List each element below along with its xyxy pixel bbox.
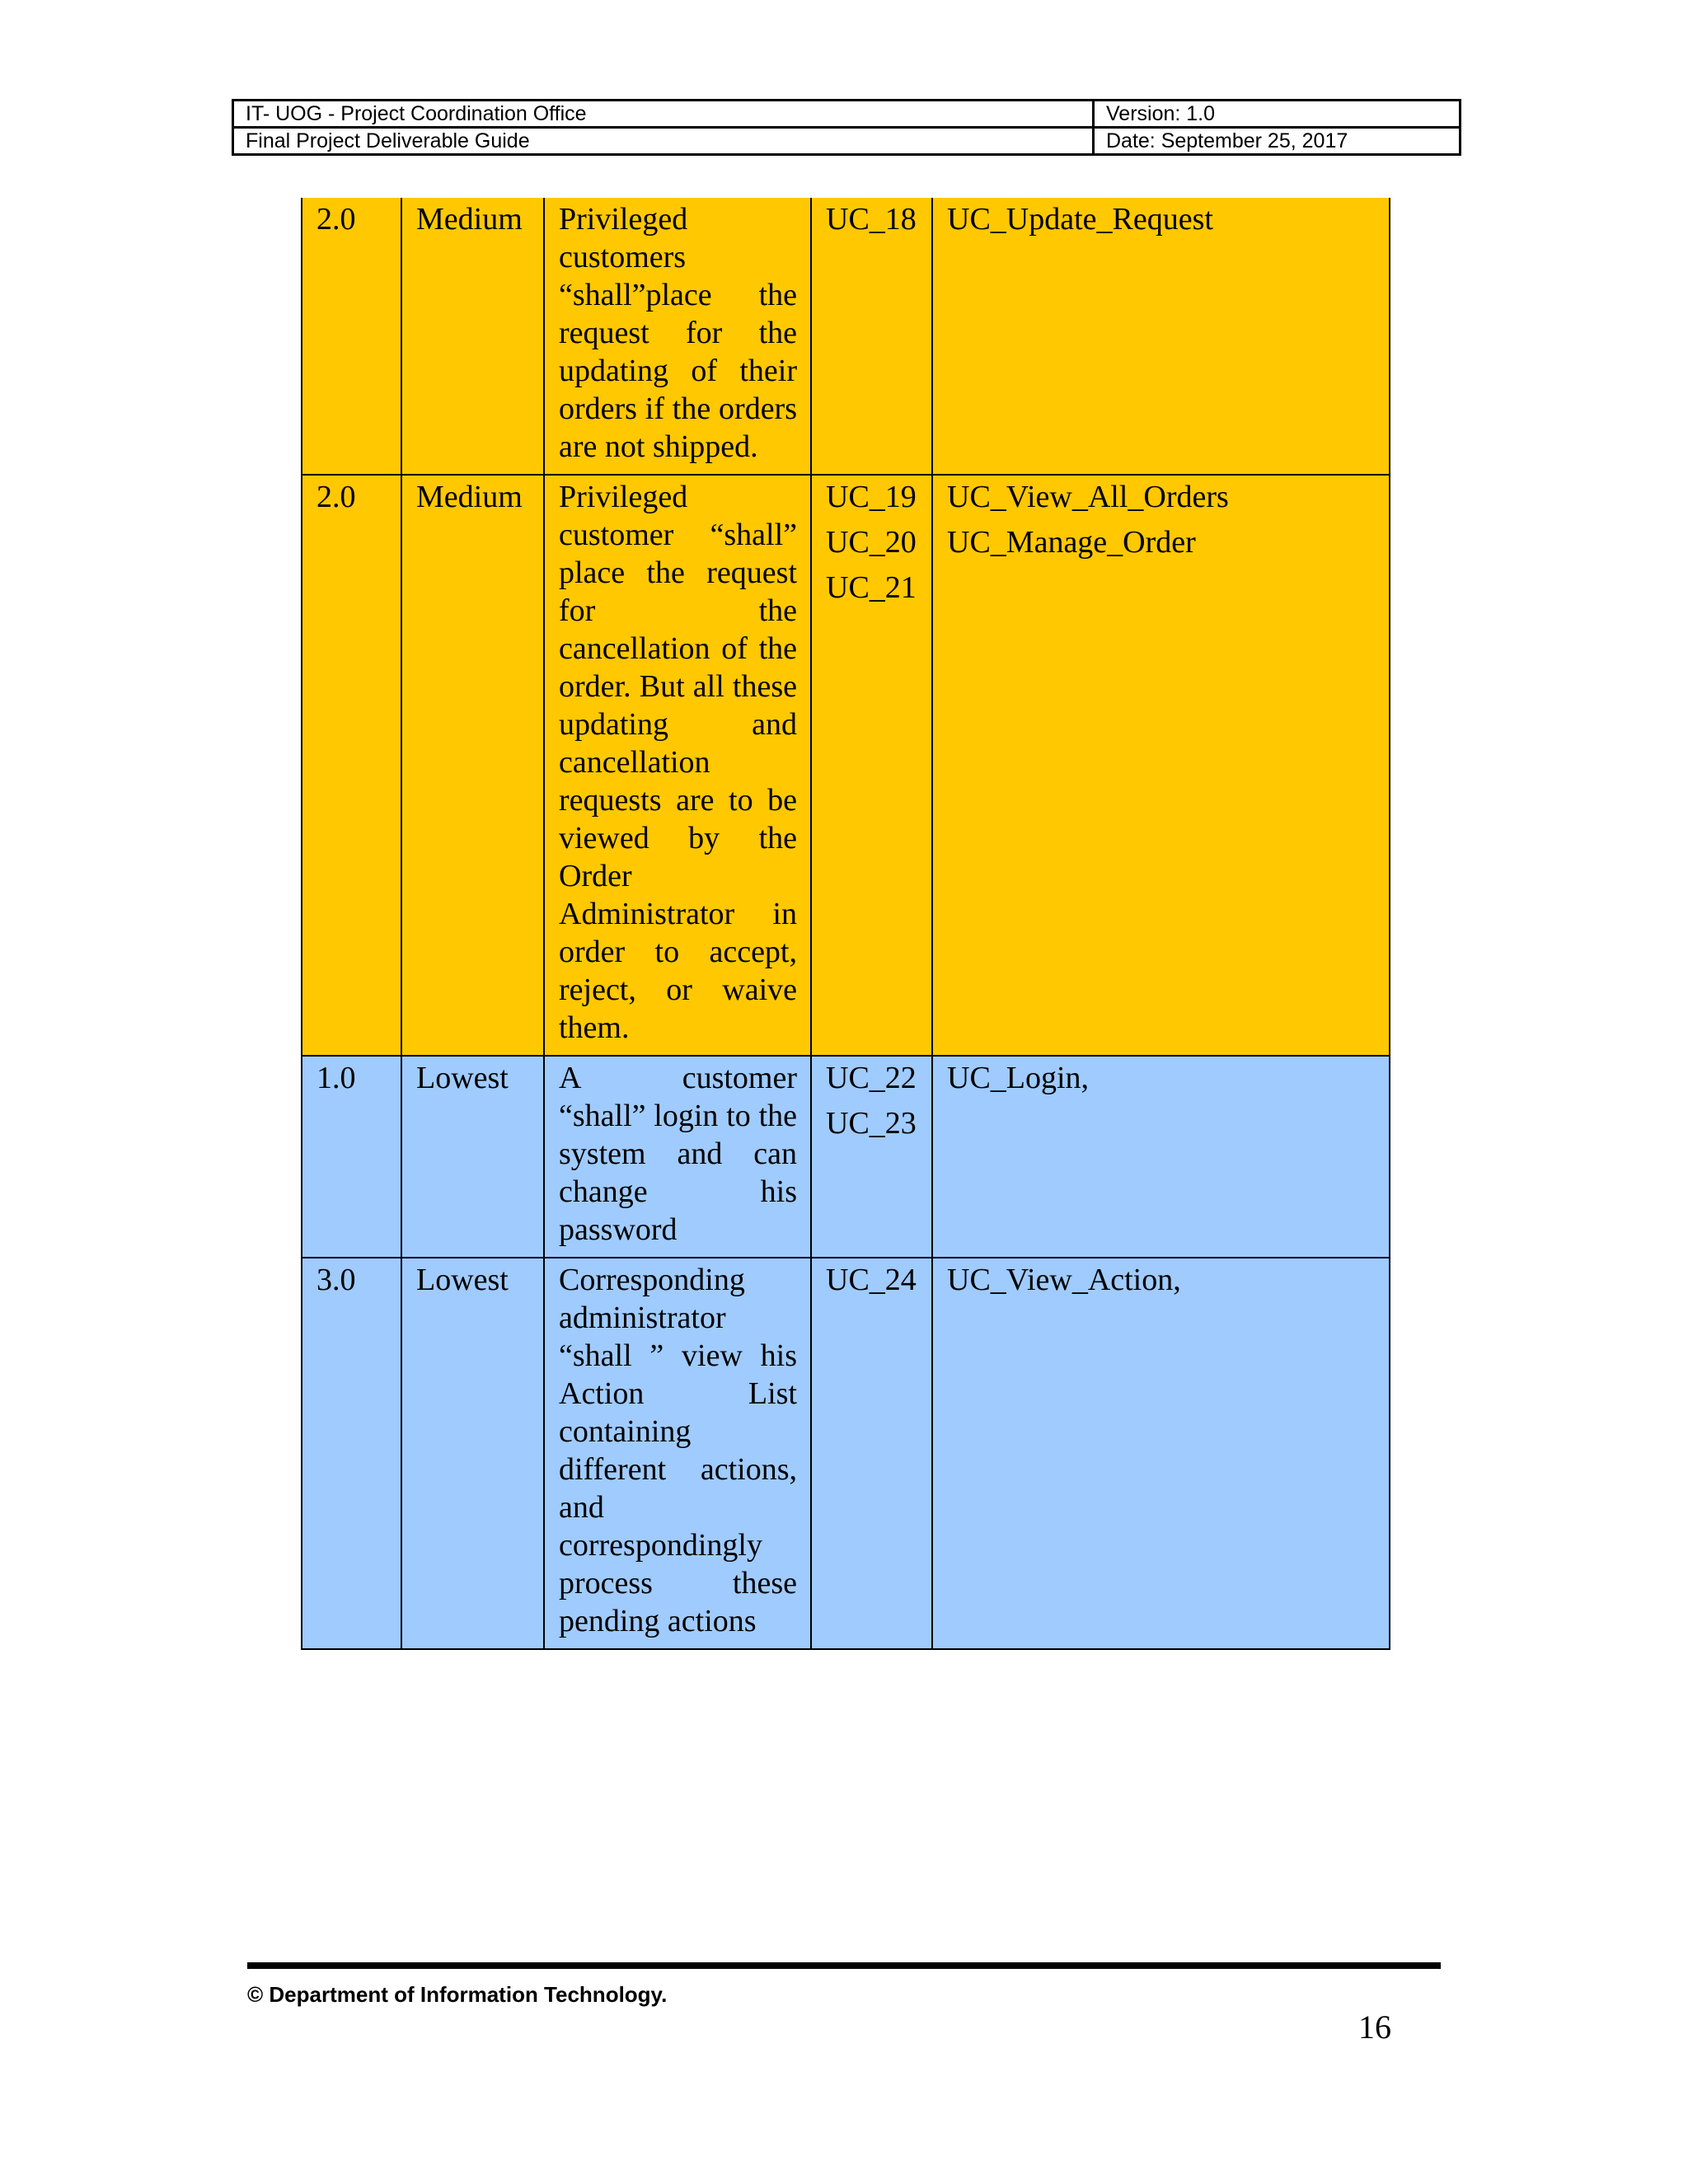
cell-requirement: Privileged customers “shall”place the request for the updating of their orders if the orders are not shipped. xyxy=(544,198,811,475)
requirements-table xyxy=(301,198,1390,1650)
page-number: 16 xyxy=(1358,2008,1391,2046)
header-office: IT- UOG - Project Coordination Office xyxy=(233,101,1094,128)
header-version: Version: 1.0 xyxy=(1094,101,1461,128)
table-row xyxy=(302,1056,1390,1258)
use-case-id: UC_21 xyxy=(826,570,917,605)
footer-divider xyxy=(247,1962,1441,1969)
document-header xyxy=(232,99,1461,156)
use-case-id: UC_20 xyxy=(826,525,917,560)
cell-use-case-ids xyxy=(811,198,932,475)
cell-use-case-names xyxy=(932,1056,1390,1258)
cell-requirement: Privileged customer “shall” place the request for the cancellation of the order. But all these updating and cancellation requests are to be viewed by the Order Administrator in order to accept, reject, or waive them. xyxy=(544,475,811,1056)
use-case-id: UC_23 xyxy=(826,1106,917,1141)
cell-use-case-names xyxy=(932,475,1390,1056)
cell-requirement: A customer “shall” login to the system and can change his password xyxy=(544,1056,811,1258)
use-case-id: UC_24 xyxy=(826,1263,917,1297)
cell-priority: Lowest xyxy=(401,1056,544,1258)
table-row xyxy=(302,1258,1390,1649)
header-guide: Final Project Deliverable Guide xyxy=(233,128,1094,155)
use-case-name: UC_Update_Request xyxy=(947,202,1213,237)
table-row xyxy=(302,475,1390,1056)
use-case-name: UC_View_Action, xyxy=(947,1263,1181,1297)
cell-use-case-names xyxy=(932,198,1390,475)
use-case-id: UC_22 xyxy=(826,1061,917,1095)
cell-priority: Lowest xyxy=(401,1258,544,1649)
use-case-name: UC_Login, xyxy=(947,1061,1090,1095)
cell-priority: Medium xyxy=(401,475,544,1056)
cell-requirement: Corresponding administrator “shall ” view his Action List containing different actions, and correspondingly process these pending actions xyxy=(544,1258,811,1649)
cell-priority: Medium xyxy=(401,198,544,475)
cell-use-case-names xyxy=(932,1258,1390,1649)
use-case-id: UC_19 xyxy=(826,480,917,514)
cell-use-case-ids xyxy=(811,475,932,1056)
cell-version: 3.0 xyxy=(302,1258,401,1649)
cell-version: 2.0 xyxy=(302,475,401,1056)
use-case-id: UC_18 xyxy=(826,202,917,237)
cell-use-case-ids xyxy=(811,1258,932,1649)
use-case-name: UC_View_All_Orders xyxy=(947,480,1229,514)
table-row xyxy=(302,198,1390,475)
header-date: Date: September 25, 2017 xyxy=(1094,128,1461,155)
cell-version: 1.0 xyxy=(302,1056,401,1258)
cell-version: 2.0 xyxy=(302,198,401,475)
use-case-name: UC_Manage_Order xyxy=(947,525,1196,560)
cell-use-case-ids xyxy=(811,1056,932,1258)
footer-copyright: © Department of Information Technology. xyxy=(247,1982,668,2007)
